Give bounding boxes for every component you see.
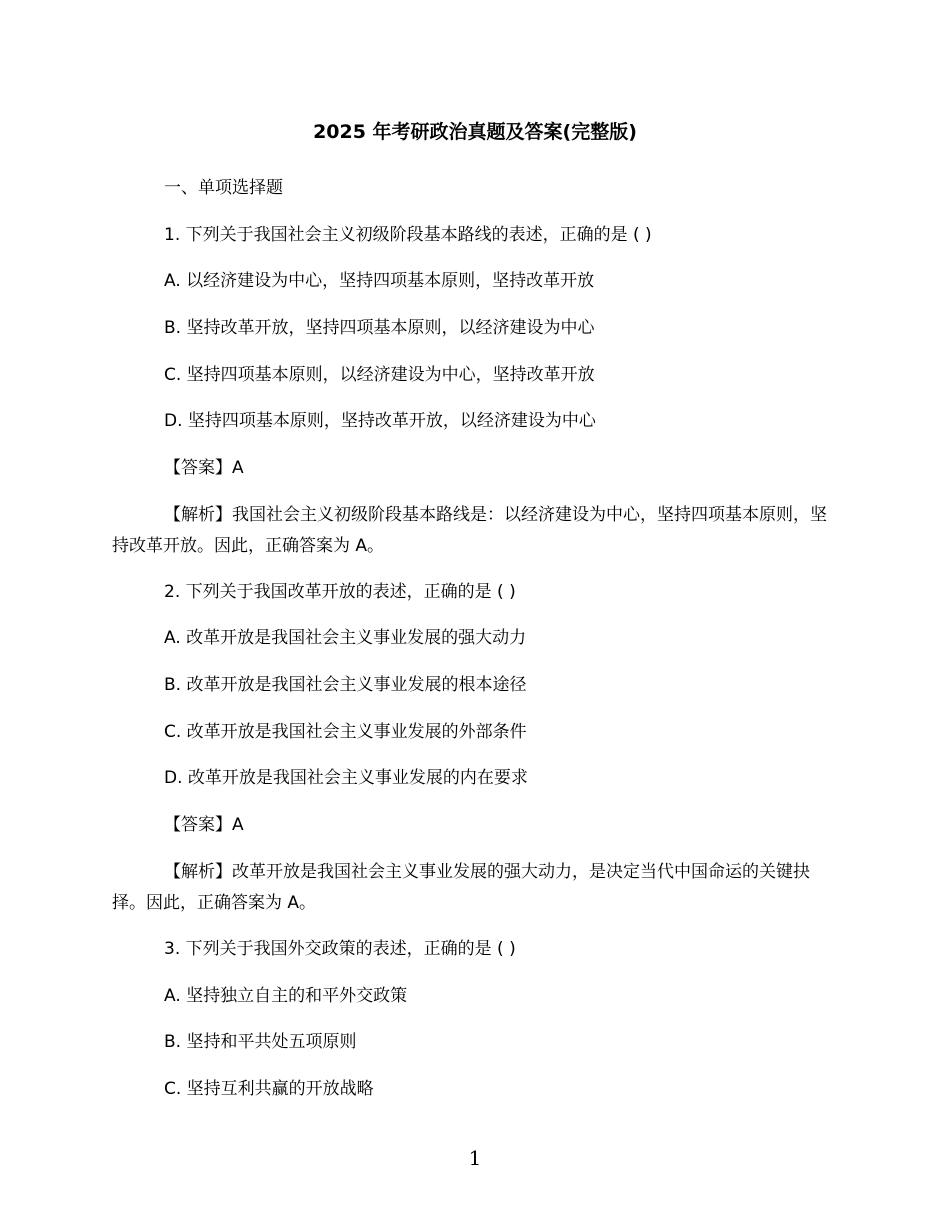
page-number: 1 <box>468 1146 482 1170</box>
question-2-option-c: C. 改革开放是我国社会主义事业发展的外部条件 <box>164 722 527 742</box>
question-1-answer: 【答案】A <box>164 458 244 478</box>
question-2-stem: 2. 下列关于我国改革开放的表述，正确的是 ( ) <box>164 582 516 602</box>
question-2-option-b: B. 改革开放是我国社会主义事业发展的根本途径 <box>164 675 527 695</box>
question-2-analysis: 【解析】改革开放是我国社会主义事业发展的强大动力，是决定当代中国命运的关键抉择。因此，正确答案为 A。 <box>112 862 810 913</box>
question-1-option-b: B. 坚持改革开放，坚持四项基本原则，以经济建设为中心 <box>164 318 595 338</box>
question-1-option-a: A. 以经济建设为中心，坚持四项基本原则，坚持改革开放 <box>164 271 595 291</box>
question-1-analysis: 【解析】我国社会主义初级阶段基本路线是：以经济建设为中心，坚持四项基本原则，坚持改革开放。因此，正确答案为 A。 <box>112 505 827 556</box>
question-1-stem: 1. 下列关于我国社会主义初级阶段基本路线的表述，正确的是 ( ) <box>164 225 652 245</box>
question-1-option-d: D. 坚持四项基本原则，坚持改革开放，以经济建设为中心 <box>164 411 596 431</box>
document-title: 2025 年考研政治真题及答案(完整版) <box>313 121 637 143</box>
question-2-option-a: A. 改革开放是我国社会主义事业发展的强大动力 <box>164 628 527 648</box>
question-2-answer: 【答案】A <box>164 815 244 835</box>
question-3-stem: 3. 下列关于我国外交政策的表述，正确的是 ( ) <box>164 939 516 959</box>
question-2-option-d: D. 改革开放是我国社会主义事业发展的内在要求 <box>164 768 528 788</box>
section-heading: 一、单项选择题 <box>164 178 283 198</box>
question-1-option-c: C. 坚持四项基本原则，以经济建设为中心，坚持改革开放 <box>164 365 595 385</box>
question-3-option-a: A. 坚持独立自主的和平外交政策 <box>164 986 408 1006</box>
question-3-option-c: C. 坚持互利共赢的开放战略 <box>164 1079 374 1099</box>
question-3-option-b: B. 坚持和平共处五项原则 <box>164 1032 357 1052</box>
